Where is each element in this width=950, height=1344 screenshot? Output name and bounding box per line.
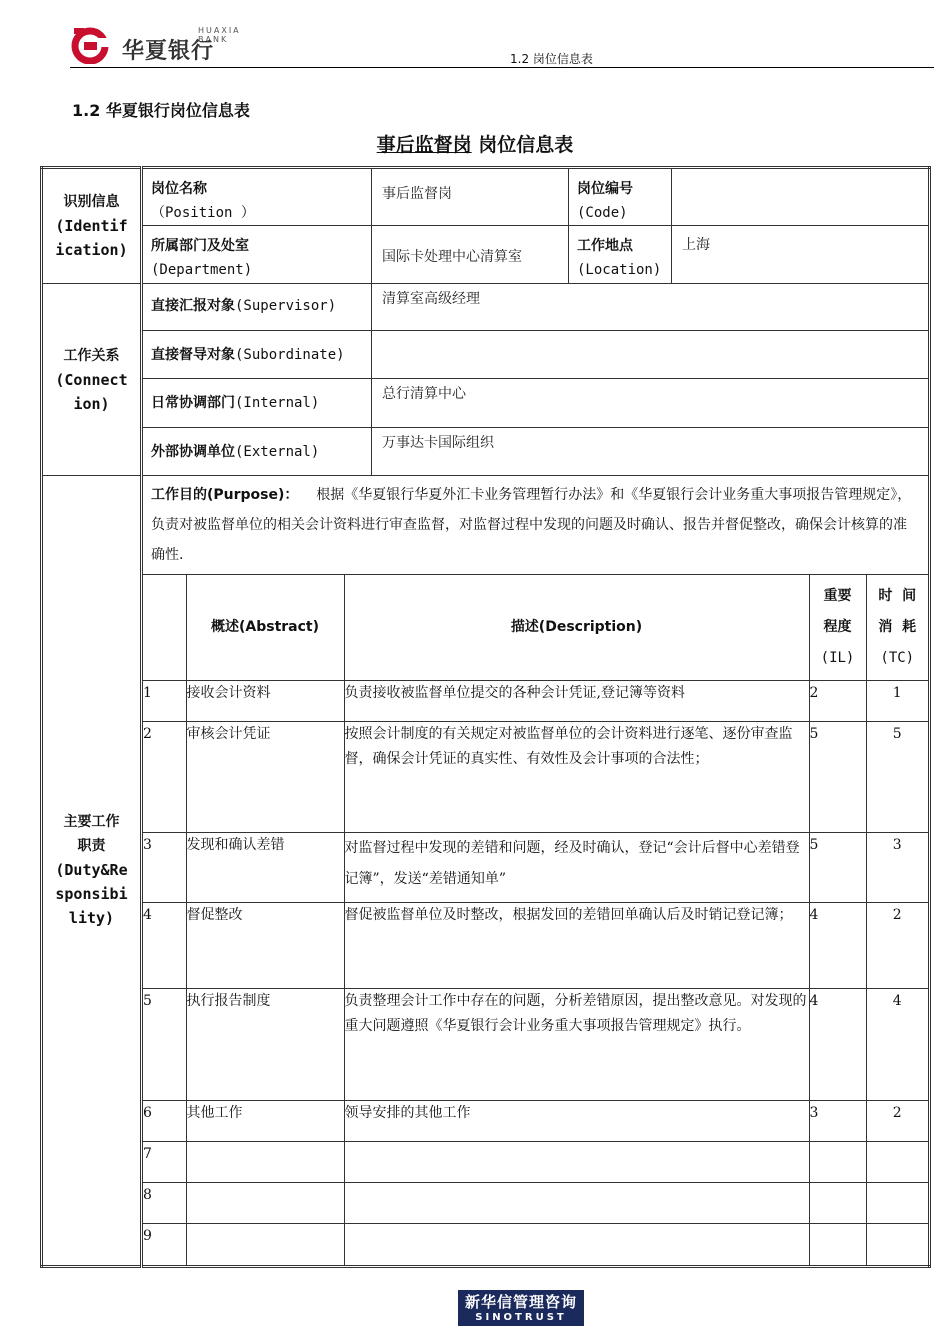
duty-items-cell xyxy=(142,575,930,1267)
position-code-value xyxy=(672,168,930,226)
item-il: 4 xyxy=(809,989,866,1101)
footer-logo-en: SINOTRUST xyxy=(475,1312,567,1323)
item-no: 4 xyxy=(143,903,186,989)
external-label-en: (External) xyxy=(235,444,320,460)
item-no: 1 xyxy=(143,681,186,722)
header-divider xyxy=(70,67,934,68)
tc-header: 时 间 消 耗 (TC) xyxy=(866,575,928,681)
item-abstract: 接收会计资料 xyxy=(186,681,344,722)
position-name-label xyxy=(142,168,372,226)
item-abstract: 发现和确认差错 xyxy=(186,833,344,903)
item-il xyxy=(809,1142,866,1183)
internal-value: 总行清算中心 xyxy=(372,379,930,428)
department-label xyxy=(142,226,372,284)
connection-row xyxy=(42,331,930,379)
duty-category xyxy=(42,476,142,1267)
section-title: 1.2 华夏银行岗位信息表 xyxy=(72,101,250,120)
department-label-en: (Department) xyxy=(151,262,253,278)
item-no: 7 xyxy=(143,1142,186,1183)
item-abstract: 审核会计凭证 xyxy=(186,722,344,833)
item-description: 督促被监督单位及时整改，根据发回的差错回单确认后及时销记登记簿； xyxy=(344,903,809,989)
item-il: 5 xyxy=(809,722,866,833)
item-tc: 2 xyxy=(866,903,928,989)
internal-label xyxy=(142,379,372,428)
item-description: 负责接收被监督单位提交的各种会计凭证,登记簿等资料 xyxy=(344,681,809,722)
item-description xyxy=(344,1224,809,1265)
document-title xyxy=(0,130,950,157)
connection-row xyxy=(42,428,930,476)
location-label xyxy=(569,226,672,284)
header-section-ref: 1.2 岗位信息表 xyxy=(510,52,593,66)
item-abstract xyxy=(186,1224,344,1265)
duty-cat-zh: 主要工作 职责 xyxy=(63,814,120,855)
position-info-table xyxy=(40,166,931,1268)
location-value: 上海 xyxy=(672,226,930,284)
purpose-label: 工作目的(Purpose)： xyxy=(151,487,299,503)
table-row xyxy=(143,722,928,833)
huaxia-logo-icon xyxy=(70,24,110,64)
duty-header-row xyxy=(143,575,928,681)
item-abstract: 执行报告制度 xyxy=(186,989,344,1101)
table-row xyxy=(143,681,928,722)
item-description: 领导安排的其他工作 xyxy=(344,1101,809,1142)
position-label-en: （Position ） xyxy=(151,205,255,221)
department-value: 国际卡处理中心清算室 xyxy=(372,226,569,284)
connection-row xyxy=(42,284,930,331)
subordinate-label-en: (Subordinate) xyxy=(235,347,345,363)
table-row xyxy=(143,1101,928,1142)
item-il xyxy=(809,1183,866,1224)
item-il xyxy=(809,1224,866,1265)
location-label-en: (Location) xyxy=(577,262,662,278)
table-row xyxy=(143,1183,928,1224)
identification-category xyxy=(42,168,142,284)
identification-row-2 xyxy=(42,226,930,284)
table-row xyxy=(143,989,928,1101)
duty-items-row xyxy=(42,575,930,1267)
item-tc: 3 xyxy=(866,833,928,903)
item-abstract xyxy=(186,1142,344,1183)
position-label-zh: 岗位名称 xyxy=(151,181,207,197)
item-tc: 1 xyxy=(866,681,928,722)
location-label-zh: 工作地点 xyxy=(577,238,633,254)
item-description: 负责整理会计工作中存在的问题，分析差错原因，提出整改意见。对发现的重大问题遵照《华夏银行会计业务重大事项报告管理规定》执行。 xyxy=(344,989,809,1101)
item-tc: 2 xyxy=(866,1101,928,1142)
item-abstract: 其他工作 xyxy=(186,1101,344,1142)
description-header: 描述(Description) xyxy=(344,575,809,681)
supervisor-label-zh: 直接汇报对象 xyxy=(151,298,235,314)
code-label-en: (Code) xyxy=(577,205,628,221)
huaxia-bank-logo xyxy=(70,24,270,64)
position-code-label xyxy=(569,168,672,226)
item-no: 6 xyxy=(143,1101,186,1142)
brand-english: HUAXIA BANK xyxy=(198,26,241,44)
connection-category xyxy=(42,284,142,476)
supervisor-label xyxy=(142,284,372,331)
doc-title-suffix: 岗位信息表 xyxy=(471,134,574,156)
identification-cat-en: (Identif ication) xyxy=(55,217,128,259)
subordinate-label xyxy=(142,331,372,379)
internal-label-zh: 日常协调部门 xyxy=(151,395,235,411)
item-abstract: 督促整改 xyxy=(186,903,344,989)
supervisor-label-en: (Supervisor) xyxy=(235,298,337,314)
external-label xyxy=(142,428,372,476)
external-label-zh: 外部协调单位 xyxy=(151,444,235,460)
purpose-cell xyxy=(142,476,930,575)
table-row xyxy=(143,903,928,989)
purpose-row xyxy=(42,476,930,575)
table-row xyxy=(143,833,928,903)
il-header: 重要 程度 (IL) xyxy=(809,575,866,681)
footer-logo-zh: 新华信管理咨询 xyxy=(464,1293,577,1311)
brand-chinese: 华夏银行 xyxy=(122,39,215,64)
item-no: 8 xyxy=(143,1183,186,1224)
connection-cat-zh: 工作关系 xyxy=(63,347,120,364)
item-tc xyxy=(866,1142,928,1183)
item-description xyxy=(344,1183,809,1224)
table-row xyxy=(143,1142,928,1183)
item-il: 3 xyxy=(809,1101,866,1142)
doc-title-position: 事后监督岗 xyxy=(376,134,472,156)
item-no: 9 xyxy=(143,1224,186,1265)
sinotrust-logo xyxy=(458,1290,584,1326)
item-tc xyxy=(866,1224,928,1265)
purpose-text: 根据《华夏银行华夏外汇卡业务管理暂行办法》和《华夏银行会计业务重大事项报告管理规定》，负责对被监督单位的相关会计资料进行审查监督，对监督过程中发现的问题及时确认、报告并督促整改，确保会计核算的准确性. xyxy=(151,487,912,563)
department-label-zh: 所属部门及处室 xyxy=(151,238,249,254)
subordinate-value xyxy=(372,331,930,379)
table-row xyxy=(143,1224,928,1265)
supervisor-value: 清算室高级经理 xyxy=(372,284,930,331)
identification-cat-zh: 识别信息 xyxy=(63,194,120,210)
connection-row xyxy=(42,379,930,428)
duty-items-table xyxy=(143,575,928,1265)
item-il: 2 xyxy=(809,681,866,722)
no-header xyxy=(143,575,186,681)
subordinate-label-zh: 直接督导对象 xyxy=(151,347,235,363)
abstract-header: 概述(Abstract) xyxy=(186,575,344,681)
item-tc xyxy=(866,1183,928,1224)
code-label-zh: 岗位编号 xyxy=(577,181,633,197)
internal-label-en: (Internal) xyxy=(235,395,320,411)
item-description: 对监督过程中发现的差错和问题，经及时确认，登记“会计后督中心差错登记簿”，发送“差错通知单” xyxy=(344,833,809,903)
item-abstract xyxy=(186,1183,344,1224)
item-description xyxy=(344,1142,809,1183)
item-tc: 4 xyxy=(866,989,928,1101)
item-description: 按照会计制度的有关规定对被监督单位的会计资料进行逐笔、逐份审查监督，确保会计凭证的真实性、有效性及会计事项的合法性； xyxy=(344,722,809,833)
position-name-value: 事后监督岗 xyxy=(372,168,569,226)
item-il: 4 xyxy=(809,903,866,989)
identification-row-1 xyxy=(42,168,930,226)
item-tc: 5 xyxy=(866,722,928,833)
item-il: 5 xyxy=(809,833,866,903)
duty-cat-en: (Duty&Re sponsibi lity) xyxy=(55,861,128,928)
item-no: 2 xyxy=(143,722,186,833)
connection-cat-en: (Connect ion) xyxy=(55,370,128,413)
item-no: 5 xyxy=(143,989,186,1101)
external-value: 万事达卡国际组织 xyxy=(372,428,930,476)
item-no: 3 xyxy=(143,833,186,903)
